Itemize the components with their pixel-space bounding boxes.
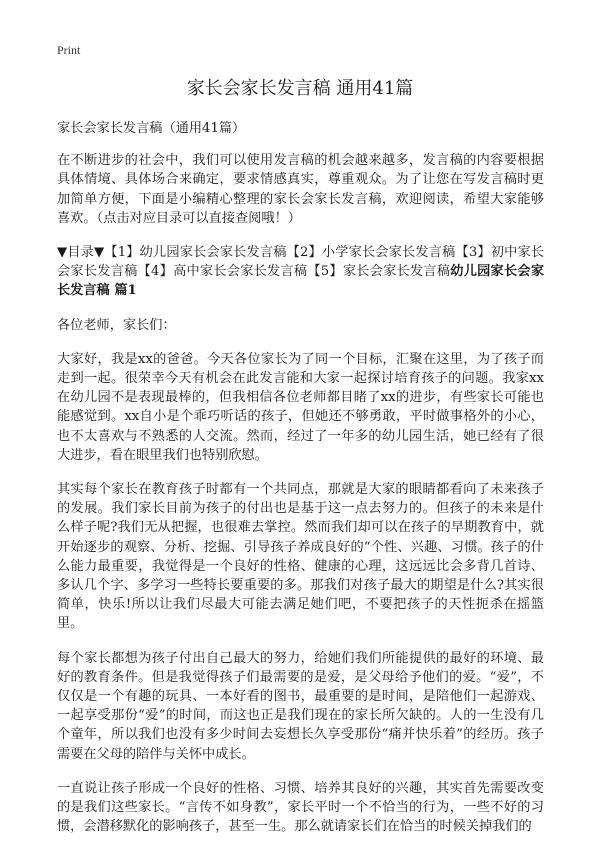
body-paragraph: 一直说让孩子形成一个良好的性格、习惯、培养其良好的兴趣，其实首先需要改变的是我们这些家长。“言传不如身教”，家长平时一个不恰当的行为，一些不好的习惯，会潜移默化的影响孩子，甚至一生。那么就请家长们在恰当的时候关掉我们的 bbox=[57, 780, 544, 835]
body-paragraph: 每个家长都想为孩子付出自己最大的努力，给她们我们所能提供的最好的环境、最好的教育条件。但是我觉得孩子们最需要的是爱，是父母给予他们的爱。“爱”，不仅仅是一个有趣的玩具、一本好看的图书，最重要的是时间，是陪他们一起游戏、一起享受那份“爱”的时间，而这也正是我们现在的家长所欠缺的。人的一生没有几个童年，所以我们也没有多少时间去妄想长久享受那份“痛并快乐着”的经历。孩子需要在父母的陪伴与关怀中成长。 bbox=[57, 650, 544, 762]
intro-paragraph: 在不断进步的社会中，我们可以使用发言稿的机会越来越多，发言稿的内容要根据具体情境、具体场合来确定，要求情感真实，尊重观众。为了让您在写发言稿时更加简单方便，下面是小编精心整理的家长会家长发言稿，欢迎阅读，希望大家能够喜欢。（点击对应目录可以直接查阅哦！） bbox=[57, 153, 544, 226]
table-of-contents bbox=[57, 243, 544, 301]
body-paragraph: 其实每个家长在教育孩子时都有一个共同点，那就是大家的眼睛都看向了未来孩子的发展。我们家长目前为孩子的付出也是基于这一点去努力的。但孩子的未来是什么样子呢?我们无从把握，也很难去掌控。然而我们却可以在孩子的早期教育中，就开始逐步的观察、分析、挖掘、引导孩子养成良好的“个性、兴趣、习惯。孩子的什么能力最重要，我觉得是一个良好的性格、健康的心理，这远远比会多背几首诗、多认几个字、多学习一些特长要重要的多。那我们对孩子最大的期望是什么?其实很简单，快乐!所以让我们尽最大可能去满足她们吧，不要把孩子的天性扼杀在摇篮里。 bbox=[57, 482, 544, 632]
toc-link-general[interactable]: 【5】家长会家长发言稿 bbox=[307, 264, 451, 280]
toc-link-senior[interactable]: 【4】高中家长会家长发言稿 bbox=[137, 264, 308, 280]
document-title: 家长会家长发言稿 通用41篇 bbox=[186, 78, 414, 99]
toc-prefix: ▼目录▼ bbox=[57, 245, 105, 261]
toc-link-junior[interactable]: 【3】初中家长会家长发言稿 bbox=[57, 245, 545, 280]
document-body bbox=[57, 119, 544, 852]
greeting: 各位老师，家长们： bbox=[57, 317, 176, 333]
document-subtitle: 家长会家长发言稿（通用41篇） bbox=[57, 121, 246, 136]
section-heading: 幼儿园家长会家长发言稿 篇1 bbox=[57, 264, 545, 299]
print-label[interactable]: Print bbox=[57, 43, 81, 57]
toc-link-primary[interactable]: 【2】小学家长会家长发言稿 bbox=[286, 245, 456, 261]
body-paragraph: 大家好，我是xx的爸爸。今天各位家长为了同一个目标，汇聚在这里，为了孩子而走到一起。很荣幸今天有机会在此发言能和大家一起探讨培育孩子的问题。我家xx在幼儿园不是表现最棒的，但我相信各位老师都目睹了xx的进步，有些家长可能也能感觉到。xx自小是个乖巧听话的孩子，但她还不够勇敢，平时做事格外的小心，也不太喜欢与不熟悉的人交流。然而，经过了一年多的幼儿园生活，她已经有了很大进步，看在眼里我们也特别欣慰。 bbox=[57, 351, 544, 463]
toc-link-kindergarten[interactable]: 【1】幼儿园家长会家长发言稿 bbox=[104, 245, 287, 261]
